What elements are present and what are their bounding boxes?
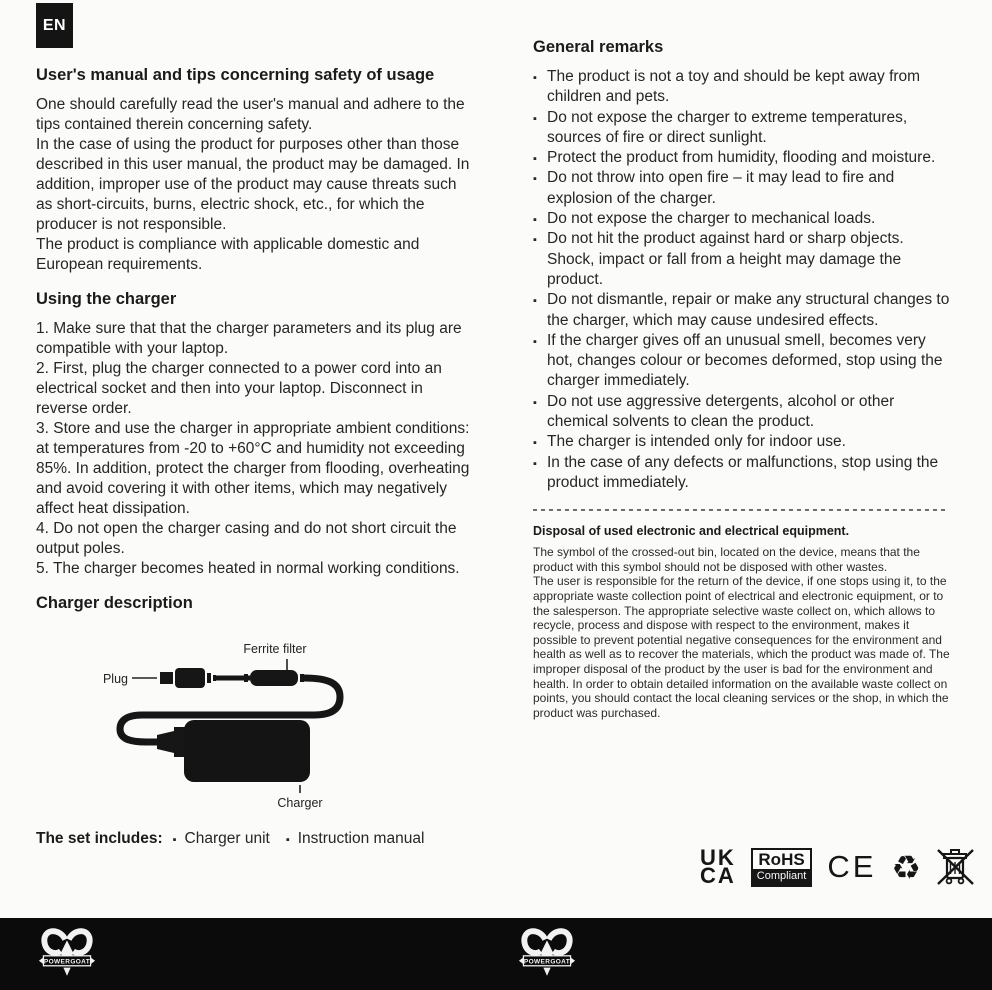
plug-body bbox=[175, 668, 205, 688]
powergoat-wordmark: POWERGOAT bbox=[523, 958, 571, 966]
ferrite-filter-label: Ferrite filter bbox=[243, 642, 307, 656]
set-includes-label: The set includes: bbox=[36, 830, 163, 847]
description-section-title: Charger description bbox=[36, 594, 193, 612]
plug-boot-ridge bbox=[213, 675, 216, 681]
using-steps-list bbox=[36, 319, 470, 579]
left-column bbox=[36, 64, 470, 848]
safety-section-title: User's manual and tips concerning safety of usage bbox=[36, 66, 435, 84]
recycle-icon: ♻ bbox=[891, 848, 921, 886]
plug-tip bbox=[160, 672, 173, 684]
remark-item: ▪ Protect the product from humidity, flooding and moisture. bbox=[533, 148, 953, 168]
using-section-title: Using the charger bbox=[36, 290, 177, 308]
language-badge: EN bbox=[36, 3, 73, 48]
set-includes-row bbox=[36, 830, 470, 848]
charger-diagram-drawing bbox=[36, 623, 466, 818]
remark-item: ▪ In the case of any defects or malfunctions, stop using the product immediately. bbox=[533, 453, 953, 494]
using-step: 2. First, plug the charger connected to a power cord into an electrical socket and then into your laptop. Disconnect in reverse order. bbox=[36, 360, 442, 417]
rohs-compliant-label: Compliant bbox=[753, 869, 811, 885]
remark-item: ▪ Do not use aggressive detergents, alcohol or other chemical solvents to clean the product. bbox=[533, 392, 953, 433]
set-includes-items bbox=[173, 830, 441, 848]
charger-label: Charger bbox=[277, 796, 323, 810]
ferrite-ridge bbox=[244, 674, 248, 682]
remark-item: ▪ The charger is intended only for indoor use. bbox=[533, 432, 953, 452]
ukca-line1: UK bbox=[700, 845, 736, 870]
remark-item: ▪ Do not expose the charger to extreme temperatures, sources of fire or direct sunlight. bbox=[533, 108, 953, 149]
remark-item: ▪ Do not dismantle, repair or make any structural changes to the charger, which may cause undesired effects. bbox=[533, 290, 953, 331]
certification-marks-row bbox=[700, 846, 976, 888]
using-step: 4. Do not open the charger casing and do not short circuit the output poles. bbox=[36, 520, 457, 557]
right-column bbox=[533, 36, 953, 720]
dc-connector-collar bbox=[174, 727, 185, 757]
set-includes-item: ▪ Instruction manual bbox=[286, 830, 425, 848]
using-step: 1. Make sure that that the charger parameters and its plug are compatible with your laptop. bbox=[36, 320, 462, 357]
powergoat-wordmark: POWERGOAT bbox=[43, 958, 91, 966]
charger-body bbox=[184, 720, 310, 782]
dc-connector bbox=[157, 731, 174, 753]
disposal-paragraph: The symbol of the crossed-out bin, located on the device, means that the product with this symbol should not be disposed with other wastes. bbox=[533, 545, 920, 574]
using-step: 5. The charger becomes heated in normal working conditions. bbox=[36, 560, 460, 577]
safety-paragraph: The product is compliance with applicable domestic and European requirements. bbox=[36, 236, 420, 273]
safety-paragraphs bbox=[36, 95, 470, 275]
powergoat-logo bbox=[518, 925, 576, 983]
safety-paragraph: One should carefully read the user's manual and adhere to the tips contained therein concerning safety. bbox=[36, 96, 465, 133]
remark-item: ▪ Do not hit the product against hard or sharp objects. Shock, impact or fall from a height may damage the product. bbox=[533, 229, 953, 290]
rohs-label: RoHS bbox=[758, 849, 805, 869]
disposal-title: Disposal of used electronic and electrical equipment. bbox=[533, 524, 850, 539]
plug-boot-ridge bbox=[207, 673, 211, 683]
crossed-bin-icon bbox=[936, 846, 976, 888]
rohs-mark bbox=[751, 848, 813, 887]
ce-mark: CE bbox=[827, 849, 877, 884]
safety-paragraph: In the case of using the product for purposes other than those described in this user manual, the product may be damaged. In addition, improper use of the product may cause threats such as short-circuits, burns, electric shock, etc., for which the producer is not responsible. bbox=[36, 136, 470, 233]
remarks-section-title: General remarks bbox=[533, 38, 664, 56]
plug-label: Plug bbox=[102, 672, 128, 686]
set-includes-item: ▪ Charger unit bbox=[173, 830, 270, 848]
ukca-line2: CA bbox=[700, 863, 736, 888]
remark-item: ▪ Do not throw into open fire – it may lead to fire and explosion of the charger. bbox=[533, 168, 953, 209]
remark-item: ▪ If the charger gives off an unusual smell, becomes very hot, changes colour or becomes deformed, stop using the charger immediately. bbox=[533, 331, 953, 392]
using-step: 3. Store and use the charger in appropriate ambient conditions: at temperatures from -20 to +60°C and humidity not exceeding 85%. In addition, protect the charger from flooding, overheating and avoid covering it with other items, which may negatively affect heat dissipation. bbox=[36, 420, 470, 517]
remark-item: ▪ Do not expose the charger to mechanical loads. bbox=[533, 209, 953, 229]
disposal-paragraphs bbox=[533, 545, 951, 720]
disposal-paragraph: The user is responsible for the return of the device, if one stops using it, to the appropriate waste collection point of electrical and electronic equipment, or to the salesperson. The appropriate selective waste collect on, which allows to recycle, process and dispose with respect to the environment, makes it possible to prevent potential negative consequences for the environment and health as well as to recover the materials, which the product was made of. The improper disposal of the product by the user is bad for the environment and health. In order to obtain detailed information on the available waste collect on points, you should contact the local cleaning services or the shop, in which the product was purchased. bbox=[533, 574, 950, 720]
footer-bar bbox=[0, 918, 992, 990]
remark-item: ▪ The product is not a toy and should be kept away from children and pets. bbox=[533, 67, 953, 108]
charger-diagram bbox=[36, 623, 466, 818]
ferrite-filter bbox=[250, 670, 298, 686]
dashed-divider bbox=[533, 509, 945, 511]
remarks-list bbox=[533, 67, 953, 493]
ukca-mark bbox=[700, 845, 736, 888]
powergoat-logo bbox=[38, 925, 96, 983]
